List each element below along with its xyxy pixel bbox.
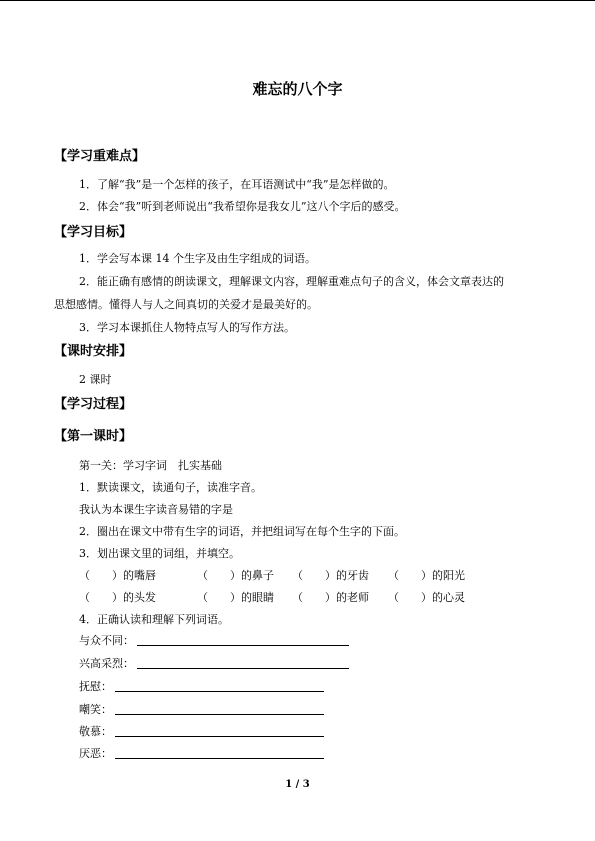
fill-blank-row-2 <box>79 589 499 603</box>
step-1-note: 我认为本课生字读音易错的字是 <box>79 503 233 516</box>
answer-line[interactable] <box>137 645 349 646</box>
objective-1: 1．学会写本课 14 个生字及由生字组成的词语。 <box>79 252 316 265</box>
answer-line[interactable] <box>115 736 324 737</box>
fill-blank-item: （ ）的眼睛 <box>197 591 274 604</box>
step-2: 2．圈出在课文中带有生字的词语，并把组词写在每个生字的下面。 <box>79 525 405 538</box>
term-label: 抚慰： <box>79 680 112 693</box>
term-label: 兴高采烈： <box>79 657 134 670</box>
term-label: 敬慕： <box>79 725 112 738</box>
key-point-1: 1．了解“我”是一个怎样的孩子，在耳语测试中“我”是怎样做的。 <box>79 178 395 191</box>
term-row <box>79 701 359 717</box>
step-3: 3．划出课文里的词组，并填空。 <box>79 547 240 560</box>
step-4: 4．正确认读和理解下列词语。 <box>79 613 229 626</box>
top-border <box>0 0 595 1</box>
term-row <box>79 678 359 694</box>
term-label: 嘲笑： <box>79 703 112 716</box>
objective-3: 3．学习本课抓住人物特点写人的写作方法。 <box>79 321 295 334</box>
term-row <box>79 745 359 761</box>
term-row <box>79 723 359 739</box>
answer-line[interactable] <box>137 668 349 669</box>
heading-key-points: 【学习重难点】 <box>54 149 146 164</box>
fill-blank-row-1 <box>79 567 499 581</box>
page-number: 1 / 3 <box>285 779 310 790</box>
fill-blank-item: （ ）的心灵 <box>388 591 465 604</box>
objective-2-continued: 思想感情。懂得人与人之间真切的关爱才是最美好的。 <box>54 298 318 311</box>
fill-blank-item: （ ）的牙齿 <box>292 569 369 582</box>
term-row <box>79 655 359 671</box>
stage-title: 第一关：学习字词 扎实基础 <box>79 459 222 472</box>
heading-objectives: 【学习目标】 <box>54 225 133 240</box>
fill-blank-item: （ ）的鼻子 <box>197 569 274 582</box>
fill-blank-item: （ ）的阳光 <box>388 569 465 582</box>
document-title: 难忘的八个字 <box>252 80 343 98</box>
step-1: 1．默读课文，读通句子，读准字音。 <box>79 481 262 494</box>
heading-schedule: 【课时安排】 <box>54 344 133 359</box>
objective-2: 2．能正确有感情的朗读课文，理解课文内容，理解重难点句子的含义，体会文章表达的 <box>79 275 504 288</box>
term-label: 厌恶： <box>79 747 112 760</box>
fill-blank-item: （ ）的嘴唇 <box>79 569 156 582</box>
heading-process: 【学习过程】 <box>54 397 133 412</box>
term-row <box>79 632 359 648</box>
heading-first-lesson: 【第一课时】 <box>54 429 133 444</box>
key-point-2: 2．体会“我”听到老师说出“我希望你是我女儿”这八个字后的感受。 <box>79 200 406 213</box>
fill-blank-item: （ ）的老师 <box>292 591 369 604</box>
answer-line[interactable] <box>115 714 324 715</box>
answer-line[interactable] <box>115 758 324 759</box>
term-label: 与众不同： <box>79 634 134 647</box>
fill-blank-item: （ ）的头发 <box>79 591 156 604</box>
schedule-text: 2 课时 <box>79 373 112 386</box>
answer-line[interactable] <box>115 691 324 692</box>
